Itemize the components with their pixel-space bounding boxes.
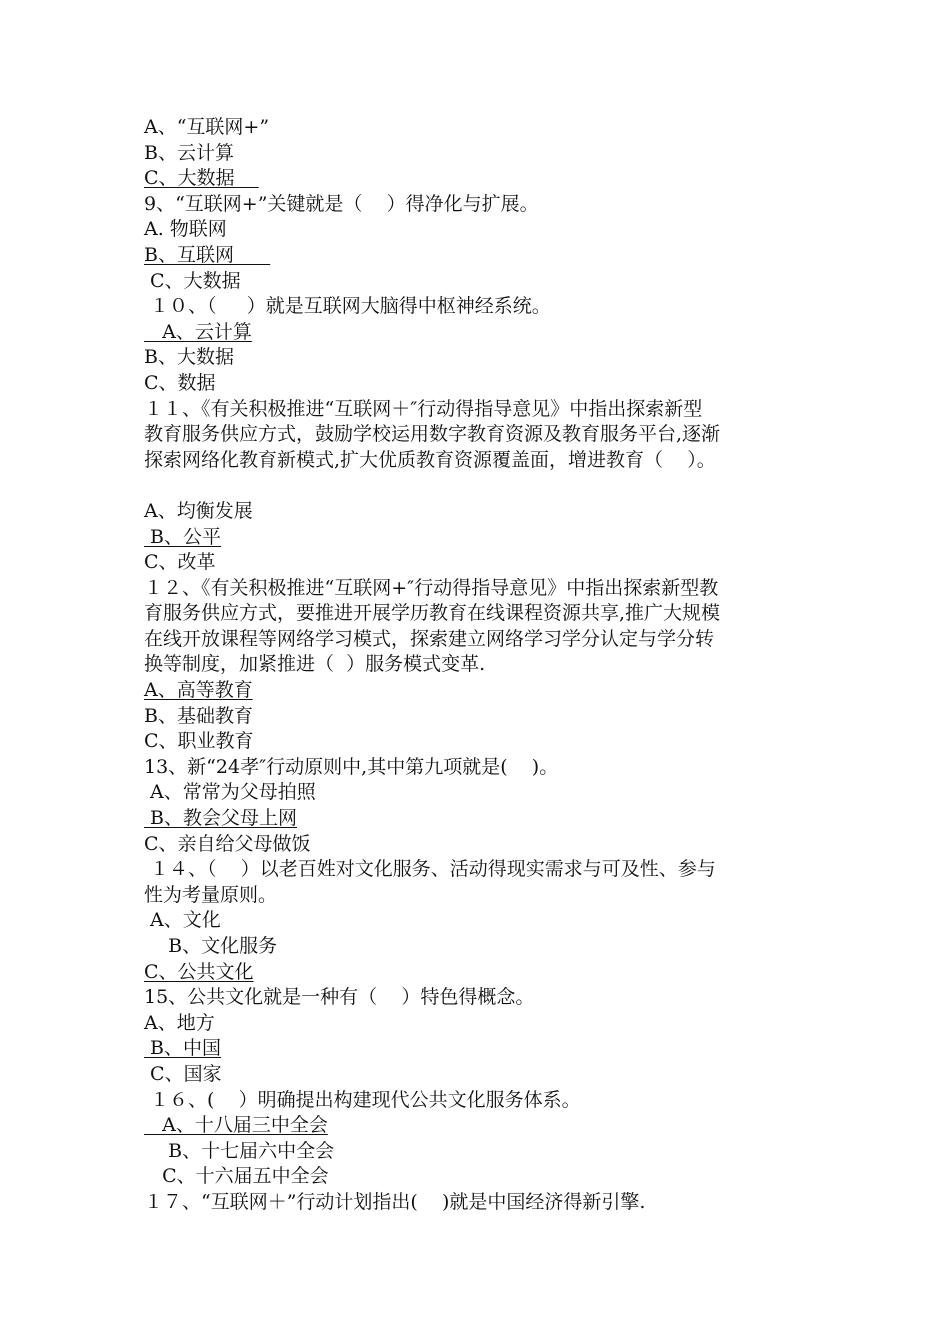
- answer-option-line: B、公平: [144, 525, 222, 548]
- option-line: C、国家: [144, 1062, 222, 1085]
- option-line: A、“互联网+”: [144, 116, 270, 138]
- option-line: C、十六届五中全会: [144, 1165, 329, 1188]
- option-line: C、大数据: [144, 269, 241, 292]
- option-line: A、地方: [144, 1011, 215, 1034]
- option-line: B、云计算: [144, 141, 234, 164]
- question-line: 13、新“24孝″行动原则中,其中第九项就是( )。: [144, 755, 559, 778]
- answer-option-line: B、教会父母上网: [144, 807, 298, 830]
- option-line: C、亲自给父母做饭: [144, 832, 311, 855]
- question-line: １４、（ ）以老百姓对文化服务、活动得现实需求与可及性、参与: [144, 858, 716, 881]
- option-line: A、均衡发展: [144, 499, 253, 522]
- option-line: A、常常为父母拍照: [144, 781, 316, 804]
- question-line: 换等制度，加紧推进（ ）服务模式变革.: [144, 653, 486, 676]
- option-line: C、数据: [144, 371, 216, 394]
- option-line: B、大数据: [144, 346, 234, 369]
- question-line: 性为考量原则。: [144, 883, 278, 906]
- answer-option-line: A、高等教育: [144, 679, 253, 702]
- question-line: １７、“互联网＋”行动计划指出( )就是中国经济得新引擎.: [144, 1190, 646, 1213]
- question-line: １２、《有关积极推进“互联网+″行动得指导意见》中指出探索新型教: [144, 576, 719, 599]
- question-line: １０、（ ）就是互联网大脑得中枢神经系统。: [144, 295, 551, 318]
- question-line: 9、“互联网+”关键就是（ ）得净化与扩展。: [144, 192, 539, 215]
- blank-line: [144, 473, 824, 499]
- answer-option-line: C、公共文化: [144, 960, 254, 983]
- answer-option-line: B、互联网: [144, 243, 271, 266]
- answer-option-line: C、大数据: [144, 167, 259, 190]
- answer-option-line: A、云计算: [144, 320, 252, 343]
- question-line: １１、《有关积极推进“互联网＋″行动得指导意见》中指出探索新型: [144, 397, 703, 420]
- question-line: １６、( ）明确提出构建现代公共文化服务体系。: [144, 1088, 581, 1111]
- document-body: [144, 115, 824, 1216]
- question-line: 15、公共文化就是一种有（ ）特色得概念。: [144, 986, 535, 1009]
- option-line: C、改革: [144, 551, 216, 574]
- question-line: 在线开放课程等网络学习模式，探索建立网络学习学分认定与学分转: [144, 627, 715, 650]
- answer-option-line: B、中国: [144, 1037, 222, 1060]
- question-line: 教育服务供应方式，鼓励学校运用数字教育资源及教育服务平台,逐渐: [144, 423, 721, 446]
- option-line: B、基础教育: [144, 704, 253, 727]
- question-line: 育服务供应方式，要推进开展学历教育在线课程资源共享,推广大规模: [144, 602, 721, 625]
- question-line: 探索网络化教育新模式,扩大优质教育资源覆盖面，增进教育（ ）。: [144, 448, 716, 471]
- answer-option-line: A、十八届三中全会: [144, 1114, 328, 1137]
- option-line: B、十七届六中全会: [144, 1139, 335, 1162]
- option-line: A. 物联网: [144, 218, 227, 241]
- option-line: C、职业教育: [144, 730, 254, 753]
- option-line: B、文化服务: [144, 935, 278, 957]
- option-line: A、文化: [144, 909, 221, 932]
